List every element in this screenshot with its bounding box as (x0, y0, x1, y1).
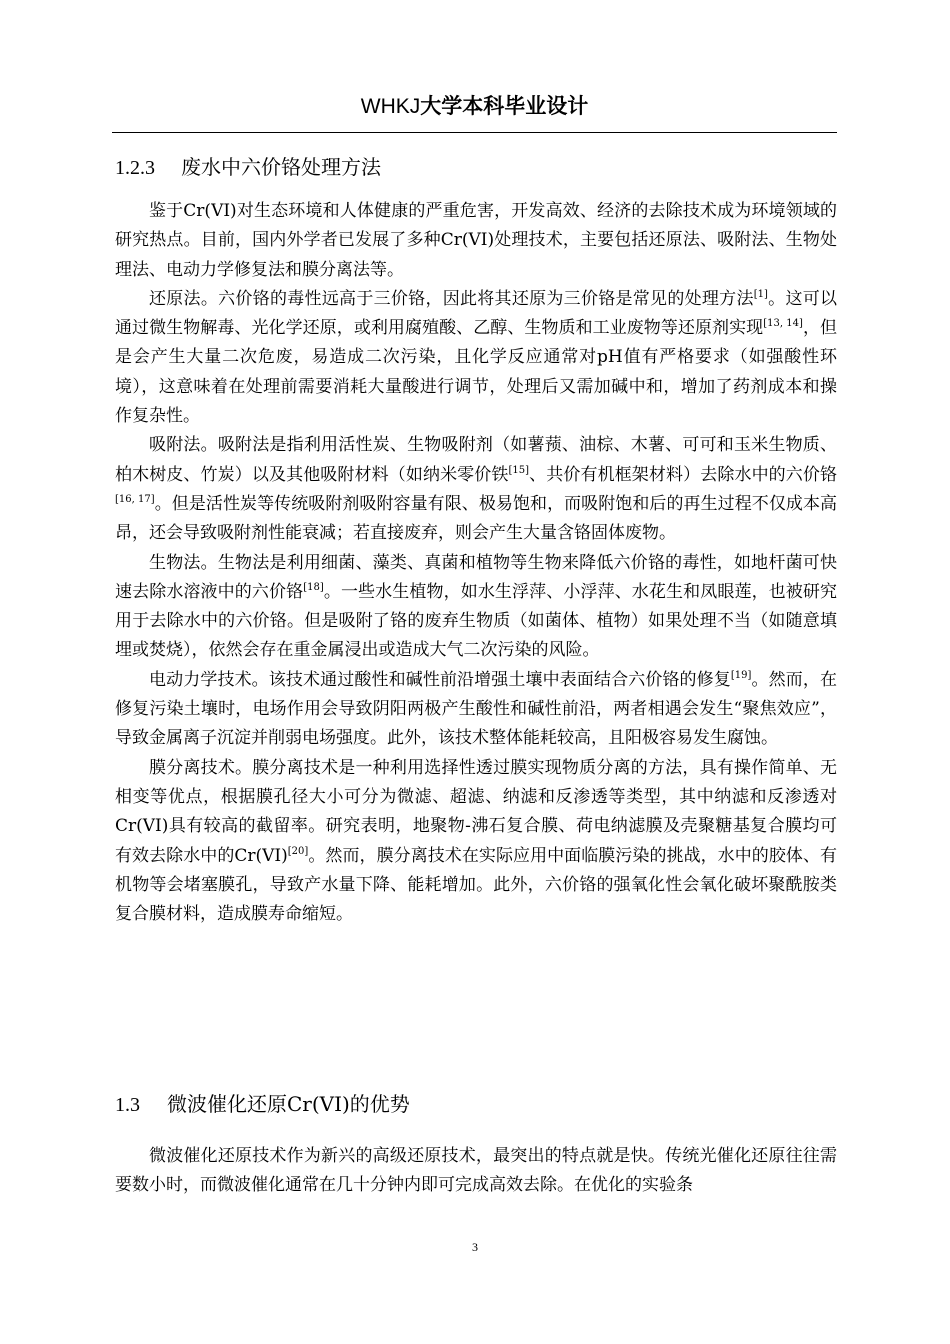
paragraph-microwave: 微波催化还原技术作为新兴的高级还原技术，最突出的特点就是快。传统光催化还原往往需要数小时，而微波催化通常在几十分钟内即可完成高效去除。在优化的实验条 (115, 1146, 837, 1196)
citation: [20] (287, 845, 309, 857)
paragraph-membrane: 膜分离技术。膜分离技术是一种利用选择性透过膜实现物质分离的方法，具有操作简单、无相变等优点，根据膜孔径大小可分为微滤、超滤、纳滤和反渗透等类型，其中纳滤和反渗透对Cr(VI)具有较高的截留率。研究表明，地聚物-沸石复合膜、荷电纳滤膜及壳聚糖基复合膜均可有效去除水中的Cr(VI)[20]。然而，膜分离技术在实际应用中面临膜污染的挑战，水中的胶体、有机物等会堵塞膜孔，导致产水量下降、能耗增加。此外，六价铬的强氧化性会氧化破坏聚酰胺类复合膜材料，造成膜寿命缩短。 (115, 757, 838, 925)
body-block-1 (115, 197, 837, 929)
section-1-3-heading (115, 1090, 837, 1119)
citation: [13, 14] (763, 318, 803, 330)
paragraph-biological: 生物法。生物法是利用细菌、藻类、真菌和植物等生物来降低六价铬的毒性，如地杆菌可快速去除水溶液中的六价铬[18]。一些水生植物，如水生浮萍、小浮萍、水花生和凤眼莲，也被研究用于去除水中的六价铬。但是吸附了铬的废弃生物质（如菌体、植物）如果处理不当（如随意填埋或焚烧），依然会存在重金属浸出或造成大气二次污染的风险。 (115, 552, 838, 661)
paragraph-electrokinetic: 电动力学技术。该技术通过酸性和碱性前沿增强土壤中表面结合六价铬的修复[19]。然而，在修复污染土壤时，电场作用会导致阴阳两极产生酸性和碱性前沿，两者相遇会发生“聚焦效应”，导致金属离子沉淀并削弱电场强度。此外，该技术整体能耗较高，且阳极容易发生腐蚀。 (115, 669, 838, 749)
page-number: 3 (472, 1240, 478, 1254)
paragraph-intro: 鉴于Cr(VI)对生态环境和人体健康的严重危害，开发高效、经济的去除技术成为环境领域的研究热点。目前，国内外学者已发展了多种Cr(VI)处理技术，主要包括还原法、吸附法、生物处理法、电动力学修复法和膜分离法等。 (115, 201, 837, 280)
section-number: 1.3 (115, 1094, 140, 1116)
citation: [19] (730, 669, 752, 681)
body-block-2 (115, 1142, 837, 1201)
citation: [1] (753, 288, 768, 300)
section-title: 微波催化还原Cr(VI)的优势 (167, 1092, 410, 1116)
citation: [18] (303, 581, 324, 593)
page-header (112, 92, 837, 133)
section-number: 1.2.3 (115, 157, 155, 179)
section-title: 废水中六价铬处理方法 (181, 155, 381, 179)
citation: [16, 17] (115, 493, 155, 505)
paragraph-reduction: 还原法。六价铬的毒性远高于三价铬，因此将其还原为三价铬是常见的处理方法[1]。这可以通过微生物解毒、光化学还原，或利用腐殖酸、乙醇、生物质和工业废物等还原剂实现[13, 14]，但是会产生大量二次危废，易造成二次污染，且化学反应通常对pH值有严格要求（如强酸性环境），这意味着在处理前需要消耗大量酸进行调节，处理后又需加碱中和，增加了药剂成本和操作复杂性。 (115, 288, 838, 427)
header-title: 大学本科毕业设计 (420, 94, 589, 118)
section-1-2-3-heading (115, 153, 837, 182)
paragraph-adsorption: 吸附法。吸附法是指利用活性炭、生物吸附剂（如薯蓣、油棕、木薯、可可和玉米生物质、柏木树皮、竹炭）以及其他吸附材料（如纳米零价铁[15]、共价有机框架材料）去除水中的六价铬[16, 17]。但是活性炭等传统吸附剂吸附容量有限、极易饱和，而吸附饱和后的再生过程不仅成本高昂，还会导致吸附剂性能衰减；若直接废弃，则会产生大量含铬固体废物。 (115, 435, 838, 544)
citation: [15] (508, 464, 530, 476)
header-latin: WHKJ (360, 95, 421, 118)
